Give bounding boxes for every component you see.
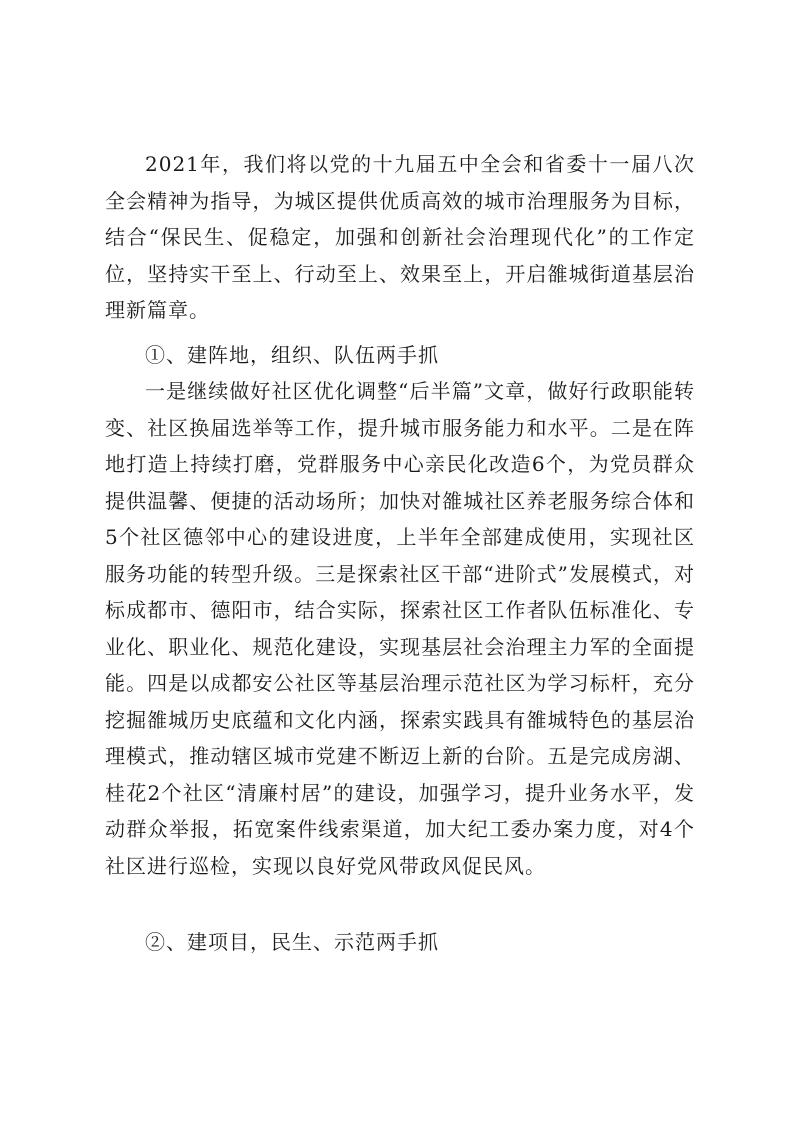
section-heading: ②、建项目，民生、示范两手抓: [145, 930, 439, 954]
body-paragraph: 2021年，我们将以党的十九届五中全会和省委十一届八次全会精神为指导，为城区提供优质高效的城市治理服务为目标，结合“保民生、促稳定，加强和创新社会治理现代化”的工作定位，坚持实干至上、行动至上、效果至上，开启雒城街道基层治理新篇章。: [105, 152, 695, 322]
section-heading: ①、建阵地，组织、队伍两手抓: [145, 343, 439, 367]
body-paragraph: 一是继续做好社区优化调整“后半篇”文章，做好行政职能转变、社区换届选举等工作，提升城市服务能力和水平。二是在阵地打造上持续打磨，党群服务中心亲民化改造6个，为党员群众提供温馨、便捷的活动场所；加快对雒城社区养老服务综合体和5个社区德邻中心的建设进度，上半年全部建成使用，实现社区服务功能的转型升级。三是探索社区干部“进阶式”发展模式，对标成都市、德阳市，结合实际，探索社区工作者队伍标准化、专业化、职业化、规范化建设，实现基层社会治理主力军的全面提能。四是以成都安公社区等基层治理示范社区为学习标杆，充分挖掘雒城历史底蕴和文化内涵，探索实践具有雒城特色的基层治理模式，推动辖区城市党建不断迈上新的台阶。五是完成房湖、桂花2个社区“清廉村居”的建设，加强学习，提升业务水平，发动群众举报，拓宽案件线索渠道，加大纪工委办案力度，对4个社区进行巡检，实现以良好党风带政风促民风。: [105, 379, 695, 878]
